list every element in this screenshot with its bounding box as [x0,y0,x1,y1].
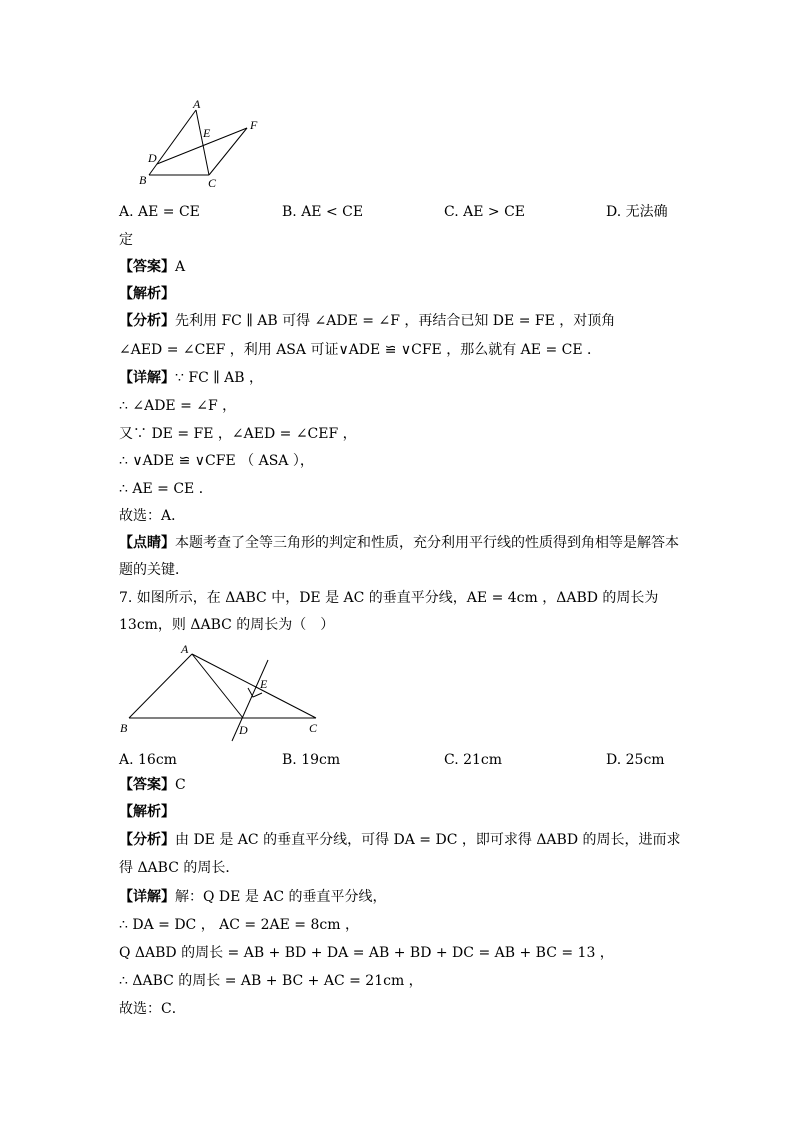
detail-tag: 【详解】 [119,370,175,386]
q7-stem-line1: 7. 如图所示，在 ΔABC 中，DE 是 AC 的垂直平分线，AE = 4cm ，ΔABD 的周长为 [119,590,659,606]
label-E: E [203,126,211,140]
q6-detail-line2: ∴ ∠ADE = ∠F ， [119,398,237,414]
q6-comment-line1 [119,533,679,553]
comment-tag: 【点睛】 [119,535,175,551]
fenxi-tag: 【分析】 [119,313,175,329]
label-B: B [120,721,128,735]
label-D: D [239,723,248,737]
label-A: A [193,97,201,111]
answer-value: A [175,259,186,275]
fenxi-text: 由 DE 是 AC 的垂直平分线，可得 DA = DC ，即可求得 ΔABD 的周长，进而求 [175,832,681,848]
q6-analysis-tag: 【解析】 [119,286,175,302]
q6-detail-line3: 又∵ DE = FE ，∠AED = ∠CEF ， [119,426,357,442]
answer-tag: 【答案】 [119,777,175,793]
q6-detail-line6: 故选：A． [119,508,186,524]
q6-option-a: A. AE = CE [119,204,200,220]
q6-fenxi-line2: ∠AED = ∠CEF ，利用 ASA 可证∨ADE ≌ ∨CFE ，那么就有 AE = CE ． [119,342,602,358]
q6-detail-line5: ∴ AE = CE ． [119,481,213,497]
q7-stem-line2: 13cm，则 ΔABC 的周长为（ ） [119,617,335,633]
q7-detail-line5: 故选：C． [119,1001,186,1017]
fenxi-tag: 【分析】 [119,832,175,848]
segment-AD [192,654,243,718]
answer-tag: 【答案】 [119,259,175,275]
label-C: C [208,176,217,190]
bisector-line [232,660,268,741]
label-D: D [148,151,157,165]
q6-option-b: B. AE < CE [282,204,364,220]
detail-tag: 【详解】 [119,889,175,905]
q7-analysis-tag: 【解析】 [119,804,175,820]
q7-figure [115,638,330,746]
q7-detail-line4: ∴ ΔABC 的周长 = AB + BC + AC = 21cm ， [119,973,423,989]
q7-fenxi-line1 [119,830,681,850]
q6-option-c: C. AE > CE [444,204,526,220]
q7-option-d: D. 25cm [606,752,665,768]
label-C: C [309,721,318,735]
q6-comment-line2: 题的关键． [119,562,189,578]
label-A: A [181,642,189,656]
q7-detail-line1 [119,887,387,907]
segment-AB [149,110,196,175]
label-B: B [139,173,147,187]
q6-option-d: D. 无法确 [606,204,668,220]
answer-value: C [175,777,186,793]
q7-option-b: B. 19cm [282,752,341,768]
q7-option-a: A. 16cm [119,752,177,768]
q7-answer [119,775,186,795]
q6-figure [130,95,270,190]
q7-fenxi-line2: 得 ΔABC 的周长． [119,860,240,876]
q7-detail-line3: Q ΔABD 的周长 = AB + BD + DA = AB + BD + DC = AB + BC = 13 ， [119,945,614,961]
fenxi-text: 先利用 FC ∥ AB 可得 ∠ADE = ∠F ，再结合已知 DE = FE ，对顶角 [175,313,616,329]
segment-AB [129,654,192,718]
segment-FC [209,128,247,175]
segment-AC [192,654,316,718]
q6-fenxi-line1 [119,311,615,331]
label-E: E [260,677,268,691]
comment-text: 本题考查了全等三角形的判定和性质，充分利用平行线的性质得到角相等是解答本 [175,535,679,551]
q6-option-d-wrap: 定 [119,232,133,248]
segment-AC [196,110,209,175]
q6-answer [119,257,185,277]
label-F: F [250,118,258,132]
q7-detail-line2: ∴ DA = DC ， AC = 2AE = 8cm ， [119,917,359,933]
q6-detail-line1 [119,368,263,388]
detail-text: ∵ FC ∥ AB ， [175,370,263,386]
detail-text: 解：Q DE 是 AC 的垂直平分线， [175,889,387,905]
q6-detail-line4: ∴ ∨ADE ≌ ∨CFE （ ASA ）， [119,453,314,469]
q7-option-c: C. 21cm [444,752,503,768]
